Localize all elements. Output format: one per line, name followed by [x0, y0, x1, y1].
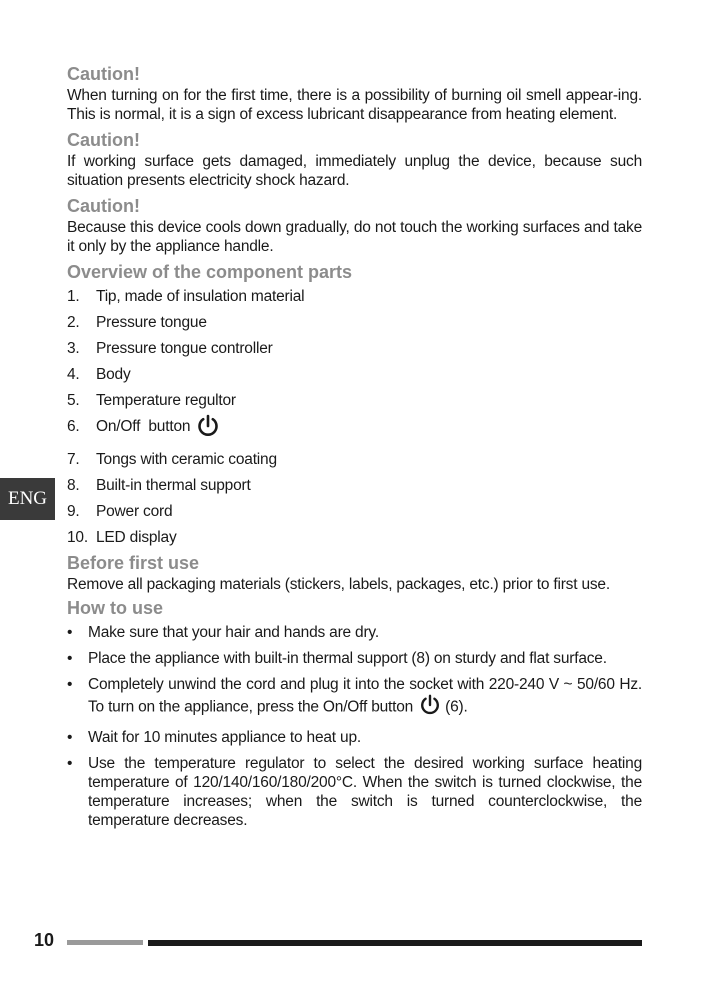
- list-item: 9. Power cord: [67, 503, 173, 520]
- power-icon: [419, 694, 441, 721]
- list-item: 2. Pressure tongue: [67, 314, 207, 331]
- caution-text-1: When turning on for the first time, there is a possibility of burning oil smell appear-ing. This is normal, it is a sign of excess lubricant disappearance from heating element.: [67, 87, 642, 123]
- list-item: 7. Tongs with ceramic coating: [67, 451, 277, 468]
- caution-text-3: Because this device cools down gradually, do not touch the working surfaces and take it only by the appliance handle.: [67, 219, 642, 255]
- overview-heading: Overview of the component parts: [67, 262, 353, 282]
- list-item: • Wait for 10 minutes appliance to heat up.: [67, 729, 361, 746]
- caution-heading-1: Caution!: [67, 64, 140, 84]
- page-content: [67, 62, 642, 837]
- list-item: • Completely unwind the cord and plug it into the socket with 220-240 V ~ 50/60 Hz. To turn on the appliance, press the On/Off button (6).: [67, 675, 642, 721]
- language-tab: ENG: [0, 478, 55, 520]
- footer-rule-grey: [67, 940, 143, 945]
- list-item: 4. Body: [67, 366, 131, 383]
- caution-heading-2: Caution!: [67, 130, 140, 150]
- list-item: 5. Temperature regultor: [67, 392, 236, 409]
- how-to-use-list: [67, 623, 642, 830]
- caution-heading-3: Caution!: [67, 196, 140, 216]
- page-number: 10: [34, 930, 55, 950]
- list-item: • Place the appliance with built-in thermal support (8) on sturdy and flat surface.: [67, 650, 607, 667]
- footer-rule-black: [148, 940, 642, 946]
- component-list: [67, 284, 642, 551]
- list-item: • Make sure that your hair and hands are dry.: [67, 624, 379, 641]
- list-item: 8. Built-in thermal support: [67, 477, 251, 494]
- before-first-use-text: Remove all packaging materials (stickers, labels, packages, etc.) prior to first use.: [67, 576, 610, 593]
- list-item: 3. Pressure tongue controller: [67, 340, 273, 357]
- how-to-use-heading: How to use: [67, 598, 164, 618]
- list-item: 10. LED display: [67, 529, 177, 546]
- list-item: 6. On/Off button: [67, 414, 642, 447]
- list-item: • Use the temperature regulator to select the desired working surface heating temperature of 120/140/160/180/200°C. When the switch is turned clockwise, the temperature increases; when the switch is turned counterclockwise, the temperature decreases.: [67, 755, 642, 829]
- list-item: 1. Tip, made of insulation material: [67, 288, 305, 305]
- power-icon: [196, 414, 220, 447]
- before-first-use-heading: Before first use: [67, 553, 200, 573]
- caution-text-2: If working surface gets damaged, immediately unplug the device, because such situation presents electricity shock hazard.: [67, 153, 642, 189]
